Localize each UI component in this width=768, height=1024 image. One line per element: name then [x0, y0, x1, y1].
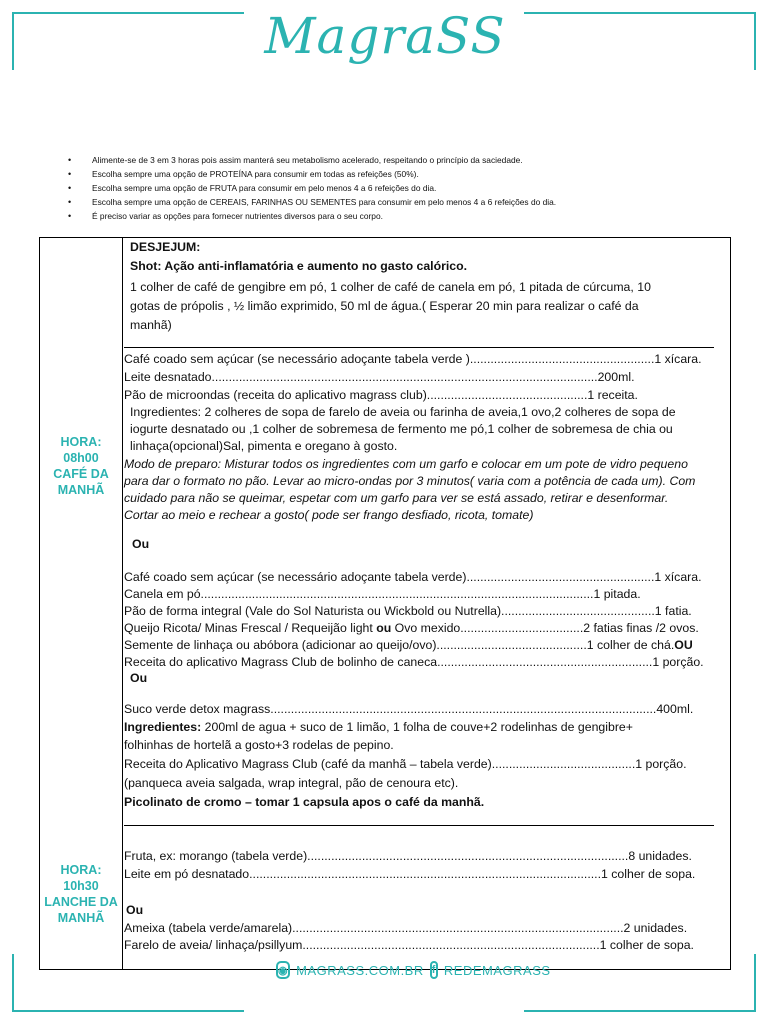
shot-title: Shot: Ação anti-inflamatória e aumento no gasto calórico. [130, 259, 468, 273]
food-item: Leite desnatado.................................................................................................................200ml. [124, 370, 635, 384]
frame-line-bottom-left [12, 1010, 244, 1012]
facebook-icon[interactable]: f [430, 961, 438, 979]
guideline-item: • Escolha sempre uma opção de FRUTA para consumir em pelo menos 4 a 6 refeições do dia. [68, 181, 758, 195]
food-item: Café coado sem açúcar (se necessário adoçante tabela verde).......................................................1 xícara. [124, 570, 702, 584]
ingredients-text: linhaça(opcional)Sal, pimenta e oregano à gosto. [130, 439, 398, 453]
frame-line-top-right [524, 12, 756, 14]
or-separator: Ou [126, 903, 144, 917]
meal-time-morning-snack [40, 862, 122, 926]
supplement-note: Picolinato de cromo – tomar 1 capsula apos o café da manhã. [124, 795, 485, 809]
instagram-icon[interactable]: ◉ [276, 961, 290, 979]
preparation-text: cuidado para não se queimar, espetar com um garfo para ver se está assado, retirar e desenformar. [124, 491, 669, 505]
time-column [40, 238, 123, 969]
ingredients-text: 200ml de agua + suco de 1 limão, 1 folha de couve+2 rodelinhas de gengibre+ [201, 720, 633, 734]
food-item: Pão de microondas (receita do aplicativo magrass club)...............................................1 receita. [124, 388, 638, 402]
hora-time: 08h00 [63, 451, 99, 465]
frame-corner-top-left [12, 12, 14, 70]
shot-description: gotas de própolis , ½ limão exprimido, 50 ml de água.( Esperar 20 min para realizar o café da [130, 299, 639, 313]
food-item-note: (panqueca aveia salgada, wrap integral, pão de cenoura etc). [124, 776, 459, 790]
shot-description: 1 colher de café de gengibre em pó, 1 colher de café de canela em pó, 1 pitada de cúrcuma, 10 [130, 280, 651, 294]
food-item-text: Ovo mexido....................................2 fatias finas /2 ovos. [391, 621, 699, 635]
guideline-item: • É preciso variar as opções para fornecer nutrientes diversos para o seu corpo. [68, 209, 758, 223]
hora-meal-line: CAFÉ DA [53, 467, 109, 481]
or-inline: OU [674, 638, 693, 652]
hora-meal-line: LANCHE DA [44, 895, 118, 909]
food-item: Pão de forma integral (Vale do Sol Naturista ou Wickbold ou Nutrella).............................................1 fatia. [124, 604, 692, 618]
hora-meal-line: MANHÃ [57, 911, 105, 925]
meal-plan-table [39, 237, 731, 970]
hora-meal-line: MANHÃ [57, 483, 105, 497]
food-item: Ameixa (tabela verde/amarela).................................................................................................2 unidades. [124, 921, 688, 935]
preparation-text: Cortar ao meio e rechear a gosto( pode ser frango desfiado, ricota, tomate) [124, 508, 534, 522]
site-link[interactable]: MAGRASS.COM.BR [296, 962, 424, 978]
food-item: Receita do aplicativo Magrass Club de bolinho de caneca...............................................................1 porção. [124, 655, 704, 669]
food-item [124, 637, 693, 654]
suco-ingredients [124, 719, 633, 736]
ingredients-label: Ingredientes: [124, 720, 202, 734]
frame-corner-bottom-right [754, 954, 756, 1012]
brand-logo: MagraSS [264, 7, 506, 65]
ingredients-text: folhinhas de hortelã a gosto+3 rodelas de pepino. [124, 738, 394, 752]
frame-corner-bottom-left [12, 954, 14, 1012]
preparation-text: para dar o formato no pão. Levar ao micro-ondas por 3 minutos( varia com a potência de cada um). Com [124, 474, 696, 488]
food-item: Fruta, ex: morango (tabela verde)..............................................................................................8 unidades. [124, 849, 692, 863]
food-item [124, 620, 699, 637]
meal-time-breakfast [40, 434, 122, 498]
guidelines-list [68, 153, 758, 223]
food-item: Leite em pó desnatado.......................................................................................................1 colher de sopa. [124, 867, 696, 881]
guideline-item: • Escolha sempre uma opção de CEREAIS, FARINHAS OU SEMENTES para consumir em pelo menos 4 a 6 refeições do dia. [68, 195, 758, 209]
preparation-text: Modo de preparo: Misturar todos os ingredientes com um garfo e colocar em um pote de vidro pequeno [124, 457, 688, 471]
frame-corner-top-right [754, 12, 756, 70]
section-title: DESJEJUM: [130, 240, 201, 254]
hora-label: HORA: [60, 435, 102, 449]
social-link[interactable]: REDEMAGRASS [443, 962, 551, 978]
divider [124, 347, 714, 348]
food-item-text: Semente de linhaça ou abóbora (adicionar ao queijo/ovo)............................................1 colher de chá. [124, 638, 675, 652]
or-separator: Ou [132, 537, 150, 551]
food-item: Farelo de aveia/ linhaça/psillyum.......................................................................................1 colher de sopa. [124, 938, 694, 952]
food-item: Canela em pó...................................................................................................................1 pitada. [124, 587, 641, 601]
hora-label: HORA: [60, 863, 102, 877]
frame-line-top-left [12, 12, 244, 14]
ingredients-text: Ingredientes: 2 colheres de sopa de farelo de aveia ou farinha de aveia,1 ovo,2 colheres de sopa de [130, 405, 676, 419]
shot-description: manhã) [130, 318, 172, 332]
food-item: Receita do Aplicativo Magrass Club (café da manhã – tabela verde)..........................................1 porção. [124, 757, 687, 771]
food-item-text: Queijo Ricota/ Minas Frescal / Requeijão light [124, 621, 377, 635]
or-inline: ou [376, 621, 392, 635]
food-item: Suco verde detox magrass.................................................................................................................400ml. [124, 702, 694, 716]
food-item: Café coado sem açúcar (se necessário adoçante tabela verde )......................................................1 xícara. [124, 352, 702, 366]
or-separator: Ou [130, 671, 148, 685]
footer-contacts [276, 958, 551, 982]
frame-line-bottom-right [524, 1010, 756, 1012]
divider [124, 825, 714, 826]
hora-time: 10h30 [63, 879, 99, 893]
ingredients-text: iogurte desnatado ou ,1 colher de sobremesa de fermento me pó,1 colher de sobremesa de chia ou [130, 422, 673, 436]
guideline-item: • Alimente-se de 3 em 3 horas pois assim manterá seu metabolismo acelerado, respeitando o princípio da saciedade. [68, 153, 758, 167]
guideline-item: • Escolha sempre uma opção de PROTEÍNA para consumir em todas as refeições (50%). [68, 167, 758, 181]
